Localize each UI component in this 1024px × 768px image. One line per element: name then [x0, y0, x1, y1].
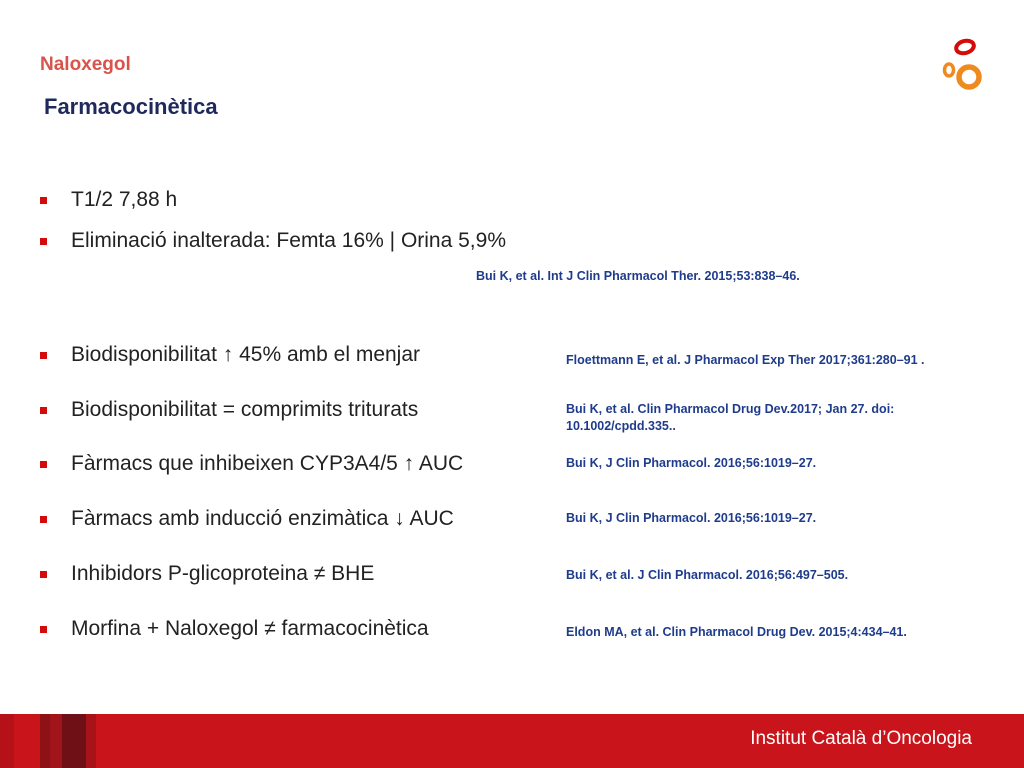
- section-label: Naloxegol: [40, 54, 131, 75]
- reference-citation: Eldon MA, et al. Clin Pharmacol Drug Dev. 2015;4:434–41.: [566, 625, 907, 639]
- bullet-text: Eliminació inalterada: Femta 16% | Orina 5,9%: [71, 229, 506, 252]
- square-bullet-icon: [40, 407, 47, 414]
- bullet-item: [40, 226, 506, 256]
- square-bullet-icon: [40, 626, 47, 633]
- square-bullet-icon: [40, 571, 47, 578]
- reference-citation: Bui K, J Clin Pharmacol. 2016;56:1019–27.: [566, 511, 817, 525]
- reference-citation: Bui K, et al. Int J Clin Pharmacol Ther. 2015;53:838–46.: [476, 269, 800, 283]
- bullet-text: Fàrmacs amb inducció enzimàtica ↓ AUC: [71, 507, 454, 530]
- square-bullet-icon: [40, 352, 47, 359]
- institution-name: Institut Català d’Oncologia: [750, 728, 972, 749]
- bullet-item: [40, 504, 454, 534]
- bullet-text: Biodisponibilitat ↑ 45% amb el menjar: [71, 343, 421, 366]
- square-bullet-icon: [40, 197, 47, 204]
- reference-citation: Bui K, et al. Clin Pharmacol Drug Dev.2017; Jan 27. doi: 10.1002/cpdd.335..: [566, 402, 895, 433]
- reference-citation: Floettmann E, et al. J Pharmacol Exp Ther 2017;361:280–91 .: [566, 353, 925, 367]
- bullet-text: T1/2 7,88 h: [71, 188, 178, 211]
- bullet-text: Inhibidors P-glicoproteina ≠ BHE: [71, 562, 375, 585]
- footer-bar: [0, 714, 1024, 768]
- bullet-item: [40, 185, 177, 215]
- footer-stripe: [86, 714, 96, 768]
- slide-title: Farmacocinètica: [44, 94, 218, 119]
- footer-stripe: [40, 714, 50, 768]
- footer-stripe: [0, 714, 14, 768]
- bullet-text: Fàrmacs que inhibeixen CYP3A4/5 ↑ AUC: [71, 452, 464, 475]
- bullet-item: [40, 614, 429, 644]
- ico-logo-circles-icon: [938, 38, 990, 94]
- footer-stripe: [50, 714, 62, 768]
- square-bullet-icon: [40, 461, 47, 468]
- square-bullet-icon: [40, 238, 47, 245]
- bullet-item: [40, 559, 374, 589]
- bullet-text: Biodisponibilitat = comprimits triturats: [71, 398, 419, 421]
- footer-stripe: [62, 714, 86, 768]
- reference-citation: Bui K, et al. J Clin Pharmacol. 2016;56:497–505.: [566, 568, 849, 582]
- bullet-item: [40, 449, 463, 479]
- reference-citation: Bui K, J Clin Pharmacol. 2016;56:1019–27.: [566, 456, 817, 470]
- bullet-text: Morfina + Naloxegol ≠ farmacocinètica: [71, 617, 429, 640]
- footer-stripe: [14, 714, 40, 768]
- bullet-item: [40, 340, 420, 370]
- square-bullet-icon: [40, 516, 47, 523]
- bullet-item: [40, 395, 418, 425]
